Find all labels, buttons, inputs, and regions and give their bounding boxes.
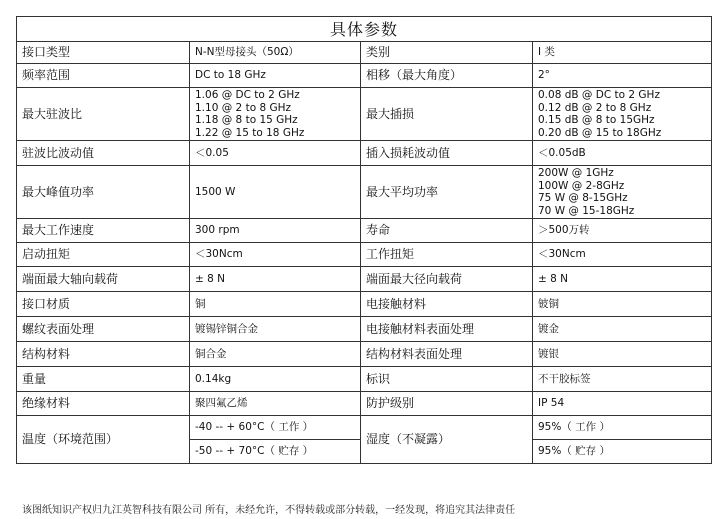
table-row <box>17 392 712 416</box>
param-label: 绝缘材料 <box>17 392 190 416</box>
param-value-line: N-N型母接头（50Ω） <box>195 46 299 59</box>
param-value <box>190 267 361 292</box>
param-value <box>190 392 361 416</box>
param-value-line: 铜合金 <box>195 347 227 360</box>
table-row <box>17 342 712 367</box>
param-label: 插入损耗波动值 <box>361 141 533 166</box>
param-label: 重量 <box>17 367 190 392</box>
param-value-line: 1.22 @ 15 to 18 GHz <box>195 126 305 139</box>
param-value <box>533 267 712 292</box>
param-value-line: 1500 W <box>195 185 236 198</box>
param-label: 频率范围 <box>17 64 190 88</box>
spec-rows <box>17 42 712 464</box>
table-row <box>17 141 712 166</box>
param-label: 结构材料表面处理 <box>361 342 533 367</box>
param-value <box>533 42 712 64</box>
param-value-line: 2° <box>538 69 550 82</box>
param-value-line: 0.12 dB @ 2 to 8 GHz <box>538 101 652 114</box>
humidity-values-line: 95%（ 工作 ） <box>538 421 611 433</box>
param-label: 接口类型 <box>17 42 190 64</box>
param-value-line: 镀锡锌铜合金 <box>195 322 258 335</box>
humidity-values <box>533 416 712 464</box>
table-row <box>17 166 712 219</box>
param-value <box>190 64 361 88</box>
param-value <box>533 292 712 317</box>
param-value-line: 0.15 dB @ 8 to 15GHz <box>538 114 655 126</box>
param-value-line: ＞500万转 <box>538 224 590 237</box>
param-value-line: 1.18 @ 8 to 15 GHz <box>195 114 298 126</box>
table-row <box>17 219 712 243</box>
param-value-line: ＜0.05 <box>195 146 229 159</box>
table-row <box>17 42 712 64</box>
param-value <box>533 243 712 267</box>
table-row <box>17 243 712 267</box>
param-value <box>533 166 712 219</box>
table-title: 具体参数 <box>17 17 712 42</box>
param-value-line: 镀银 <box>538 347 559 360</box>
param-value-line: DC to 18 GHz <box>195 69 266 82</box>
param-value-line: 聚四氟乙烯 <box>195 397 248 410</box>
param-value <box>190 166 361 219</box>
param-value-line: 200W @ 1GHz <box>538 167 614 179</box>
param-value <box>190 342 361 367</box>
param-label: 相移（最大角度） <box>361 64 533 88</box>
param-label: 类别 <box>361 42 533 64</box>
temperature-values-line: -50 -- + 70°C（ 贮存 ） <box>190 439 360 463</box>
param-label: 最大工作速度 <box>17 219 190 243</box>
copyright-notice: 该图纸知识产权归九江英智科技有限公司 所有，未经允许，不得转载或部分转载，一经发现，将追究其法律责任 <box>22 505 516 516</box>
spec-sheet <box>16 16 711 464</box>
param-label: 防护级别 <box>361 392 533 416</box>
param-value-line: 不干胶标签 <box>538 372 591 385</box>
param-value-line: 0.14kg <box>195 372 232 385</box>
param-label: 电接触材料表面处理 <box>361 317 533 342</box>
table-row <box>17 267 712 292</box>
param-value <box>190 292 361 317</box>
param-value-line: 300 rpm <box>195 224 240 237</box>
param-value <box>533 88 712 141</box>
param-value <box>190 243 361 267</box>
table-row <box>17 64 712 88</box>
param-label: 驻波比波动值 <box>17 141 190 166</box>
param-value-line: ± 8 N <box>538 272 569 285</box>
param-value-line: 0.08 dB @ DC to 2 GHz <box>538 89 660 101</box>
param-value-line: 100W @ 2-8GHz <box>538 179 625 192</box>
param-value <box>533 342 712 367</box>
param-value <box>190 219 361 243</box>
table-row <box>17 88 712 141</box>
temperature-values <box>190 416 361 464</box>
param-value-line: 75 W @ 8-15GHz <box>538 192 628 204</box>
param-label: 寿命 <box>361 219 533 243</box>
param-value-line: 铍铜 <box>538 297 559 310</box>
param-label: 标识 <box>361 367 533 392</box>
param-value <box>190 317 361 342</box>
param-value <box>533 367 712 392</box>
param-value-line: 70 W @ 15-18GHz <box>538 204 635 217</box>
param-label: 螺纹表面处理 <box>17 317 190 342</box>
spec-table <box>16 16 712 464</box>
humidity-values-line: 95%（ 贮存 ） <box>533 439 711 463</box>
table-row <box>17 416 712 464</box>
param-value-line: 1.10 @ 2 to 8 GHz <box>195 101 292 114</box>
param-value <box>533 317 712 342</box>
param-label: 电接触材料 <box>361 292 533 317</box>
param-value <box>190 88 361 141</box>
param-label: 接口材质 <box>17 292 190 317</box>
param-value-line: ＜0.05dB <box>538 146 586 159</box>
param-label: 湿度（不凝露） <box>361 416 533 464</box>
param-value-line: 1.06 @ DC to 2 GHz <box>195 89 300 101</box>
param-value <box>533 392 712 416</box>
param-value-line: IP 54 <box>538 397 565 410</box>
param-value <box>533 219 712 243</box>
param-label: 最大平均功率 <box>361 166 533 219</box>
param-label: 结构材料 <box>17 342 190 367</box>
table-row <box>17 317 712 342</box>
param-value <box>190 42 361 64</box>
param-value-line: I 类 <box>538 46 555 59</box>
param-label: 最大插损 <box>361 88 533 141</box>
table-row <box>17 367 712 392</box>
param-label: 端面最大径向载荷 <box>361 267 533 292</box>
param-value-line: ＜30Ncm <box>195 248 243 261</box>
table-row <box>17 292 712 317</box>
param-label: 端面最大轴向载荷 <box>17 267 190 292</box>
param-label: 温度（环境范围） <box>17 416 190 464</box>
param-value-line: 镀金 <box>538 322 559 335</box>
param-value <box>533 64 712 88</box>
param-label: 工作扭矩 <box>361 243 533 267</box>
param-value-line: ± 8 N <box>195 272 226 285</box>
param-value-line: ＜30Ncm <box>538 248 586 261</box>
temperature-values-line: -40 -- + 60°C（ 工作 ） <box>195 421 314 433</box>
param-label: 启动扭矩 <box>17 243 190 267</box>
param-value <box>190 367 361 392</box>
param-label: 最大峰值功率 <box>17 166 190 219</box>
param-value-line: 铜 <box>195 297 206 310</box>
param-label: 最大驻波比 <box>17 88 190 141</box>
param-value <box>190 141 361 166</box>
param-value <box>533 141 712 166</box>
param-value-line: 0.20 dB @ 15 to 18GHz <box>538 126 662 139</box>
